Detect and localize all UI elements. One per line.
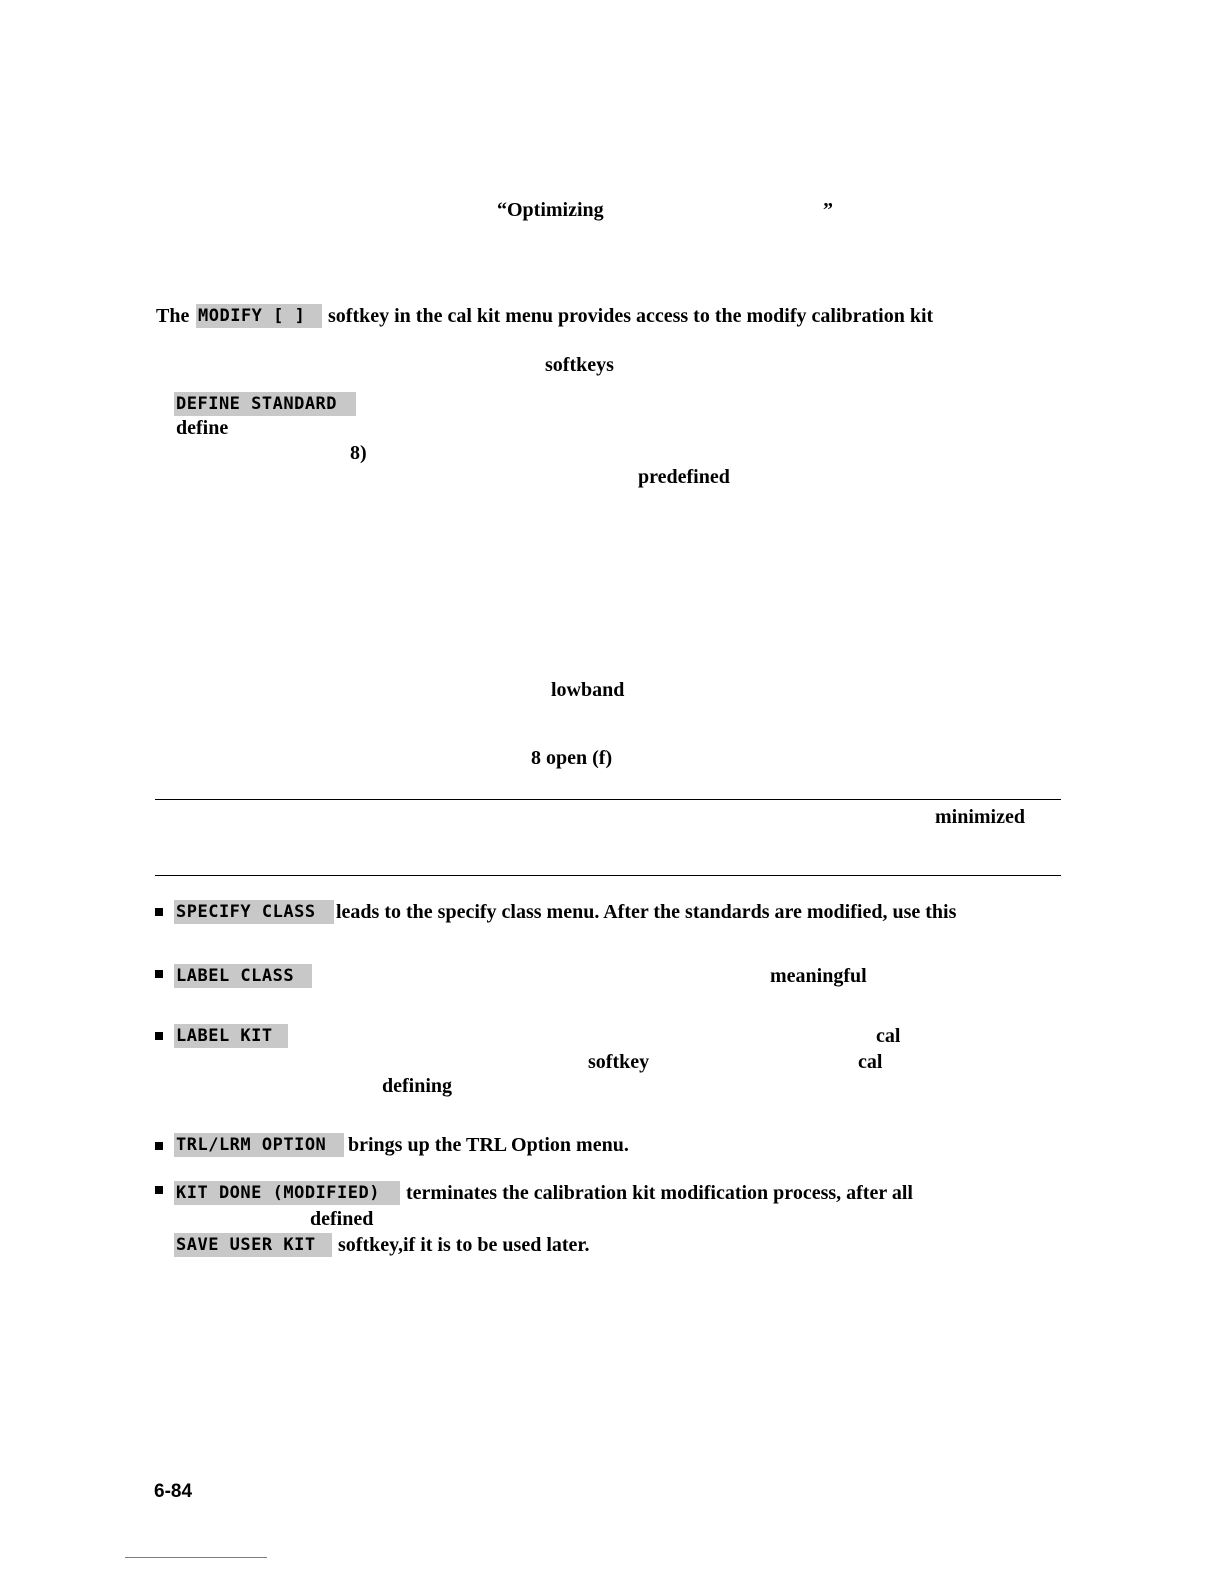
text-optimizing: “Optimizing [497, 199, 604, 221]
specify-class-softkey: SPECIFY CLASS [174, 900, 334, 924]
text-defined: defined [310, 1208, 374, 1230]
text-lowband: lowband [551, 679, 625, 701]
label-class-softkey: LABEL CLASS [174, 964, 312, 988]
text-eight-paren: 8) [350, 442, 367, 464]
trl-lrm-option-softkey: TRL/LRM OPTION [174, 1133, 344, 1157]
text-cal: cal [858, 1051, 883, 1073]
note-bottom-rule [155, 875, 1061, 876]
text-specify-class-description: leads to the specify class menu. After the standards are modified, use this [336, 901, 957, 923]
text-define: define [176, 417, 229, 439]
text-save-user-kit-description: softkey,if it is to be used later. [338, 1234, 590, 1256]
text-minimized: minimized [935, 806, 1025, 828]
bullet-icon [155, 1032, 163, 1040]
kit-done-modified-softkey: KIT DONE (MODIFIED) [174, 1181, 400, 1205]
text-cal: cal [876, 1025, 901, 1047]
text-defining: defining [382, 1075, 453, 1097]
bullet-icon [155, 970, 163, 978]
bullet-icon [155, 1142, 163, 1150]
note-top-rule [155, 799, 1061, 800]
text-kit-done-description: terminates the calibration kit modification process, after all [406, 1182, 913, 1204]
modify-softkey: MODIFY [ ] [196, 304, 322, 328]
save-user-kit-softkey: SAVE USER KIT [174, 1233, 332, 1257]
text-eight-open: 8 open (f) [531, 747, 613, 769]
footer-link-underline [125, 1557, 267, 1558]
text-close-quote: ” [823, 199, 833, 221]
text-modify-description: softkey in the cal kit menu provides access to the modify calibration kit [328, 305, 934, 327]
text-softkey: softkey [588, 1051, 650, 1073]
bullet-icon [155, 1186, 163, 1194]
text-softkeys: softkeys [545, 354, 614, 376]
define-standard-softkey: DEFINE STANDARD [174, 392, 356, 416]
text-meaningful: meaningful [770, 965, 867, 987]
text-predefined: predefined [638, 466, 730, 488]
page-number: 6-84 [154, 1481, 193, 1502]
label-kit-softkey: LABEL KIT [174, 1024, 288, 1048]
bullet-icon [155, 908, 163, 916]
text-trl-option-description: brings up the TRL Option menu. [348, 1134, 629, 1156]
text-the: The [156, 305, 190, 327]
